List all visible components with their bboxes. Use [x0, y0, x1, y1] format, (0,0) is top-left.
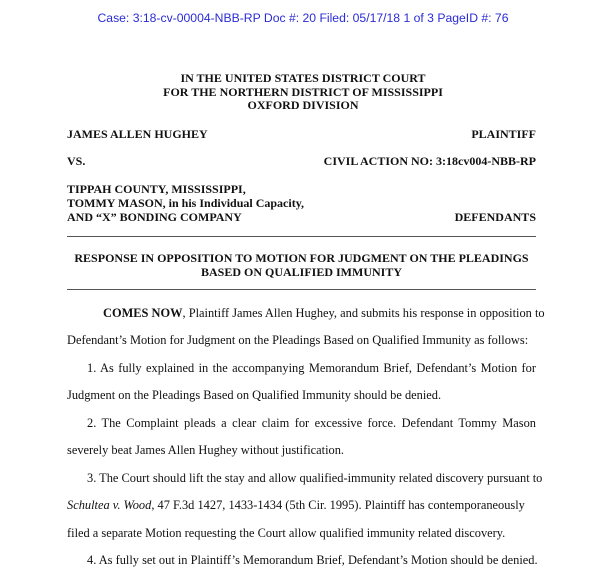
court-line-3: OXFORD DIVISION: [247, 98, 359, 112]
para-3-line-2: [67, 498, 536, 512]
court-heading: [0, 72, 606, 113]
title-line-1: RESPONSE IN OPPOSITION TO MOTION FOR JUDGMENT ON THE PLEADINGS: [74, 251, 529, 265]
para-3-line-1: 3. The Court should lift the stay and allow qualified-immunity related discovery pursuant to: [87, 471, 543, 485]
defendants-label: DEFENDANTS: [454, 210, 536, 224]
plaintiff-label: PLAINTIFF: [471, 127, 536, 141]
civil-action-number: CIVIL ACTION NO: 3:18cv004-NBB-RP: [323, 154, 536, 168]
para-1-line-1: 1. As fully explained in the accompanying Memorandum Brief, Defendant’s Motion for: [87, 361, 536, 375]
defendant-line-3: AND “X” BONDING COMPANY: [67, 210, 242, 224]
court-line-1: IN THE UNITED STATES DISTRICT COURT: [180, 71, 426, 85]
intro-line-2: Defendant’s Motion for Judgment on the Pleadings Based on Qualified Immunity as follows:: [67, 333, 529, 347]
para-4-line-1: 4. As fully set out in Plaintiff’s Memorandum Brief, Defendant’s Motion should be denied.: [87, 553, 538, 567]
vs-label: VS.: [67, 154, 86, 168]
title-line-2: BASED ON QUALIFIED IMMUNITY: [200, 265, 403, 279]
intro-bold: COMES NOW: [103, 306, 183, 320]
para-1-line-2: Judgment on the Pleadings Based on Qualified Immunity should be denied.: [67, 388, 442, 402]
para-2-line-1: 2. The Complaint pleads a clear claim for excessive force. Defendant Tommy Mason: [87, 416, 536, 430]
title-rule-top: [67, 236, 536, 237]
document-title: [67, 251, 536, 279]
intro-line-1: [103, 306, 545, 321]
court-line-2: FOR THE NORTHERN DISTRICT OF MISSISSIPPI: [163, 84, 443, 99]
para-3-line-2-rest: , 47 F.3d 1427, 1433-1434 (5th Cir. 1995). Plaintiff has contemporaneously: [151, 498, 525, 512]
title-rule-bottom: [67, 289, 536, 290]
plaintiff-name: JAMES ALLEN HUGHEY: [67, 127, 208, 141]
case-citation: Schultea v. Wood: [67, 498, 152, 512]
para-3-line-3: filed a separate Motion requesting the Court allow qualified immunity related discovery.: [67, 526, 506, 540]
defendant-line-1: TIPPAH COUNTY, MISSISSIPPI,: [67, 182, 246, 196]
case-header: Case: 3:18-cv-00004-NBB-RP Doc #: 20 Filed: 05/17/18 1 of 3 PageID #: 76: [97, 11, 509, 25]
defendant-line-2: TOMMY MASON, in his Individual Capacity,: [67, 196, 305, 210]
para-2-line-2: severely beat James Allen Hughey without justification.: [67, 443, 345, 457]
intro-rest: , Plaintiff James Allen Hughey, and submits his response in opposition to: [182, 306, 545, 320]
